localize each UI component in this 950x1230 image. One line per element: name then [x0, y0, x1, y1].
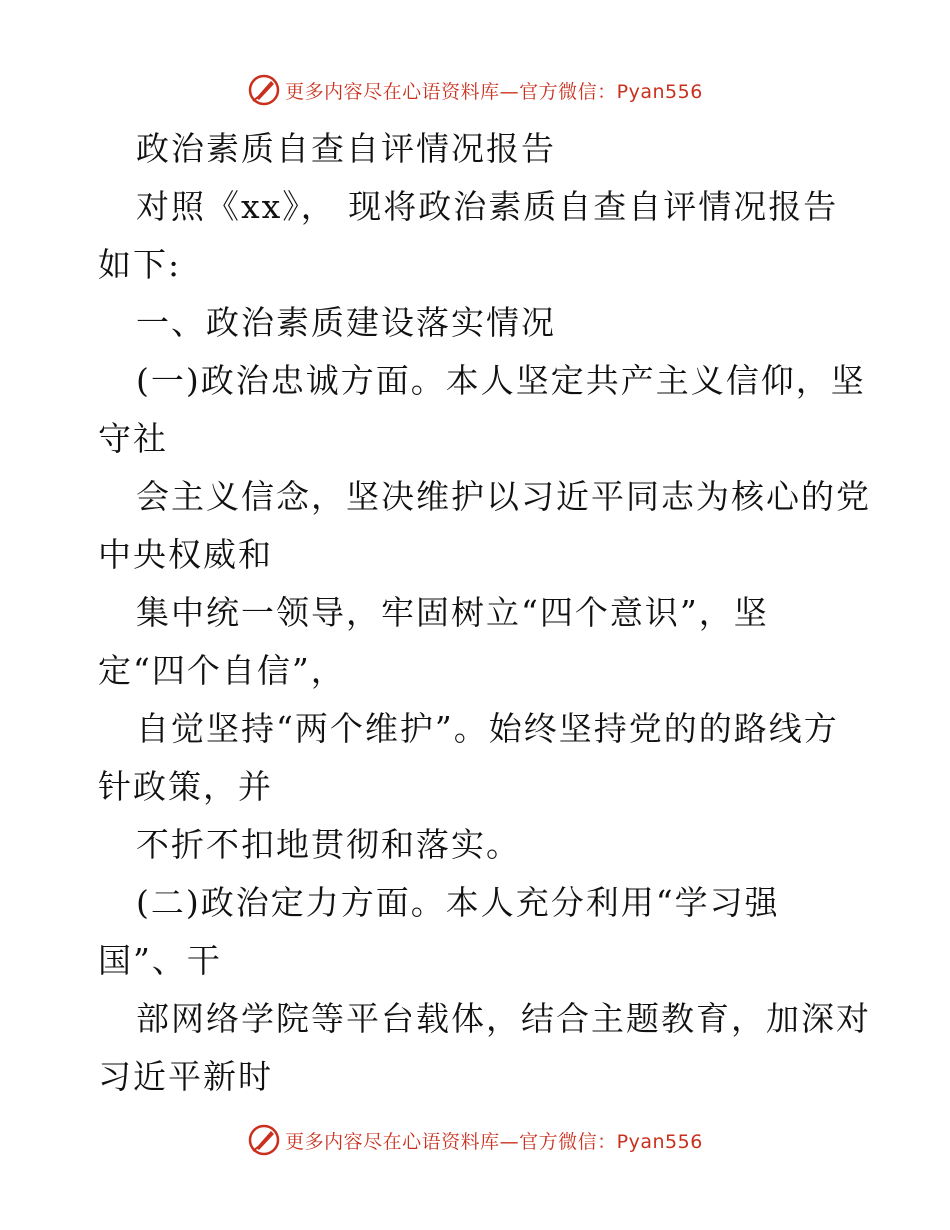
quill-pen-logo-icon: [247, 1123, 281, 1157]
doc-line: 自觉坚持“两个维护”。始终坚持党的的路线方: [136, 709, 839, 748]
doc-line: 集中统一领导，牢固树立“四个意识”，坚: [136, 593, 769, 632]
document-body: [98, 120, 871, 1106]
watermark-footer: [0, 1120, 950, 1160]
doc-line: 国”、干: [98, 941, 222, 980]
doc-line: (一)政治忠诚方面。本人坚定共产主义信仰，坚: [136, 361, 866, 400]
doc-line: 习近平新时: [98, 1057, 273, 1096]
doc-line: 如下:: [98, 245, 182, 284]
doc-line: (二)政治定力方面。本人充分利用“学习强: [136, 883, 780, 922]
quill-pen-logo-icon: [247, 73, 281, 107]
doc-line: 对照《xx》， 现将政治素质自查自评情况报告: [136, 187, 839, 226]
doc-line: 守社: [98, 419, 168, 458]
doc-line: 部网络学院等平台载体，结合主题教育，加深对: [136, 999, 871, 1038]
watermark-text: 更多内容尽在心语资料库—官方微信：Pyan556: [285, 80, 703, 103]
doc-line: 针政策，并: [98, 767, 273, 806]
watermark-header: [0, 70, 950, 110]
section-heading: 一、政治素质建设落实情况: [136, 303, 556, 342]
doc-line: 不折不扣地贯彻和落实。: [136, 825, 521, 864]
doc-line: 中央权威和: [98, 535, 273, 574]
watermark-text: 更多内容尽在心语资料库—官方微信：Pyan556: [285, 1130, 703, 1153]
doc-line: 会主义信念，坚决维护以习近平同志为核心的党: [136, 477, 871, 516]
doc-title: 政治素质自查自评情况报告: [136, 129, 556, 168]
doc-line: 定“四个自信”，: [98, 651, 346, 690]
